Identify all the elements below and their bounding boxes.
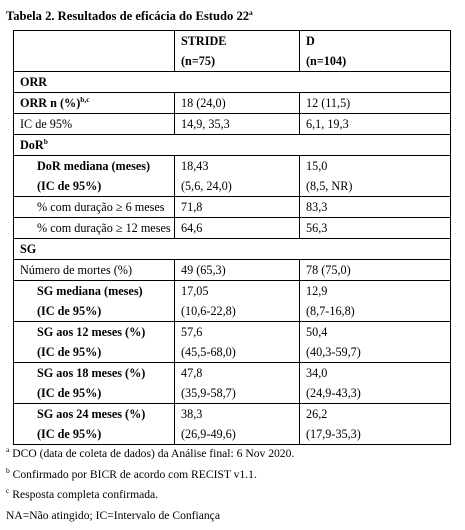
footnote-text: DCO (data de coleta de dados) da Análise final: 6 Nov 2020. [9, 447, 295, 460]
row-label [14, 281, 175, 322]
row-label [14, 363, 175, 404]
stride-value-line2: (45,5-68,0) [181, 345, 236, 359]
d-value-line2: (40,3-59,7) [306, 345, 361, 359]
row-label-line2: (IC de 95%) [37, 345, 102, 359]
row-label-line1: SG aos 18 meses (%) [37, 366, 146, 380]
row-label-text: ORR n (%) [20, 96, 81, 110]
table-row [14, 404, 451, 445]
stride-value: 49 (65,3) [175, 260, 300, 281]
d-value [300, 281, 451, 322]
footnote-abbreviations: NA=Não atingido; IC=Intervalo de Confiança [6, 508, 220, 522]
section-heading-text: DoR [20, 138, 44, 152]
header-empty-cell [14, 31, 175, 72]
stride-value [175, 363, 300, 404]
d-value-line2: (8,7-16,8) [306, 304, 355, 318]
row-label: % com duração ≥ 6 meses [14, 197, 175, 218]
row-label [14, 322, 175, 363]
d-value-line2: (17,9-35,3) [306, 427, 361, 441]
d-value-line1: 34,0 [306, 366, 328, 380]
footnote-text: Confirmado por BICR de acordo com RECIST v1.1. [9, 467, 257, 481]
row-label-line1: SG aos 24 meses (%) [37, 407, 146, 421]
section-heading-orr: ORR [14, 72, 451, 93]
row-label [14, 156, 175, 197]
d-value: 12 (11,5) [300, 93, 451, 114]
footnote-a [6, 444, 294, 465]
stride-value-line2: (5,6, 24,0) [181, 179, 232, 193]
table-row [14, 114, 451, 135]
stride-value-line2: (26,9-49,6) [181, 427, 236, 441]
stride-value: 71,8 [175, 197, 300, 218]
stride-value-line1: 17,05 [181, 284, 209, 298]
stride-value [175, 404, 300, 445]
footnote-b [6, 465, 294, 486]
header-stride [175, 31, 300, 72]
stride-value: 18 (24,0) [175, 93, 300, 114]
table-row [14, 93, 451, 114]
stride-value: 14,9, 35,3 [175, 114, 300, 135]
d-value [300, 363, 451, 404]
row-label: Número de mortes (%) [14, 260, 175, 281]
stride-value-line2: (35,9-58,7) [181, 386, 236, 400]
d-value: 78 (75,0) [300, 260, 451, 281]
header-stride-label: STRIDE [181, 34, 227, 48]
section-row-dor [14, 135, 451, 156]
stride-value-line1: 18,43 [181, 159, 209, 173]
section-heading-dor [14, 135, 451, 156]
header-d [300, 31, 451, 72]
table-row [14, 260, 451, 281]
footnotes [6, 444, 294, 526]
header-d-label: D [306, 34, 315, 48]
table-row [14, 156, 451, 197]
table-title-text: Tabela 2. Resultados de eficácia do Estudo 22 [6, 9, 250, 23]
table-row [14, 281, 451, 322]
stride-value [175, 156, 300, 197]
section-row-sg [14, 239, 451, 260]
section-heading-sg: SG [14, 239, 451, 260]
efficacy-table [13, 30, 451, 445]
row-label-line2: (IC de 95%) [37, 304, 102, 318]
d-value: 6,1, 19,3 [300, 114, 451, 135]
row-label-line1: SG aos 12 meses (%) [37, 325, 146, 339]
d-value [300, 156, 451, 197]
row-label: IC de 95% [14, 114, 175, 135]
table-row [14, 218, 451, 239]
row-label [14, 404, 175, 445]
section-row-orr [14, 72, 451, 93]
header-stride-n: (n=75) [181, 54, 216, 68]
d-value: 83,3 [300, 197, 451, 218]
footnote-marker: b [6, 465, 10, 475]
d-value [300, 404, 451, 445]
header-row [14, 31, 451, 72]
row-label [14, 93, 175, 114]
stride-value: 64,6 [175, 218, 300, 239]
table-row [14, 322, 451, 363]
d-value [300, 322, 451, 363]
d-value-line1: 12,9 [306, 284, 328, 298]
d-value-line1: 15,0 [306, 159, 328, 173]
footnote-c [6, 485, 294, 506]
row-label-line1: SG mediana (meses) [37, 284, 143, 298]
stride-value-line1: 57,6 [181, 325, 203, 339]
table-row [14, 197, 451, 218]
footnote-marker: b,c [80, 94, 90, 104]
stride-value [175, 281, 300, 322]
stride-value [175, 322, 300, 363]
footnote-marker: a [6, 445, 10, 455]
d-value-line2: (24,9-43,3) [306, 386, 361, 400]
table-title [6, 9, 253, 24]
row-label-line1: DoR mediana (meses) [37, 159, 151, 173]
footnote-marker: c [6, 486, 10, 496]
row-label-line2: (IC de 95%) [37, 386, 102, 400]
stride-value-line2: (10,6-22,8) [181, 304, 236, 318]
title-footnote-marker: a [249, 7, 253, 17]
footnote-text: Resposta completa confirmada. [9, 488, 159, 501]
d-value-line1: 26,2 [306, 407, 328, 421]
d-value: 56,3 [300, 218, 451, 239]
table-row [14, 363, 451, 404]
footnote-marker: b [43, 136, 48, 146]
header-d-n: (n=104) [306, 54, 347, 68]
row-label-line2: (IC de 95%) [37, 427, 102, 441]
row-label-line2: (IC de 95%) [37, 179, 102, 193]
stride-value-line1: 38,3 [181, 407, 203, 421]
row-label: % com duração ≥ 12 meses [14, 218, 175, 239]
d-value-line2: (8,5, NR) [306, 179, 353, 193]
stride-value-line1: 47,8 [181, 366, 203, 380]
d-value-line1: 50,4 [306, 325, 328, 339]
